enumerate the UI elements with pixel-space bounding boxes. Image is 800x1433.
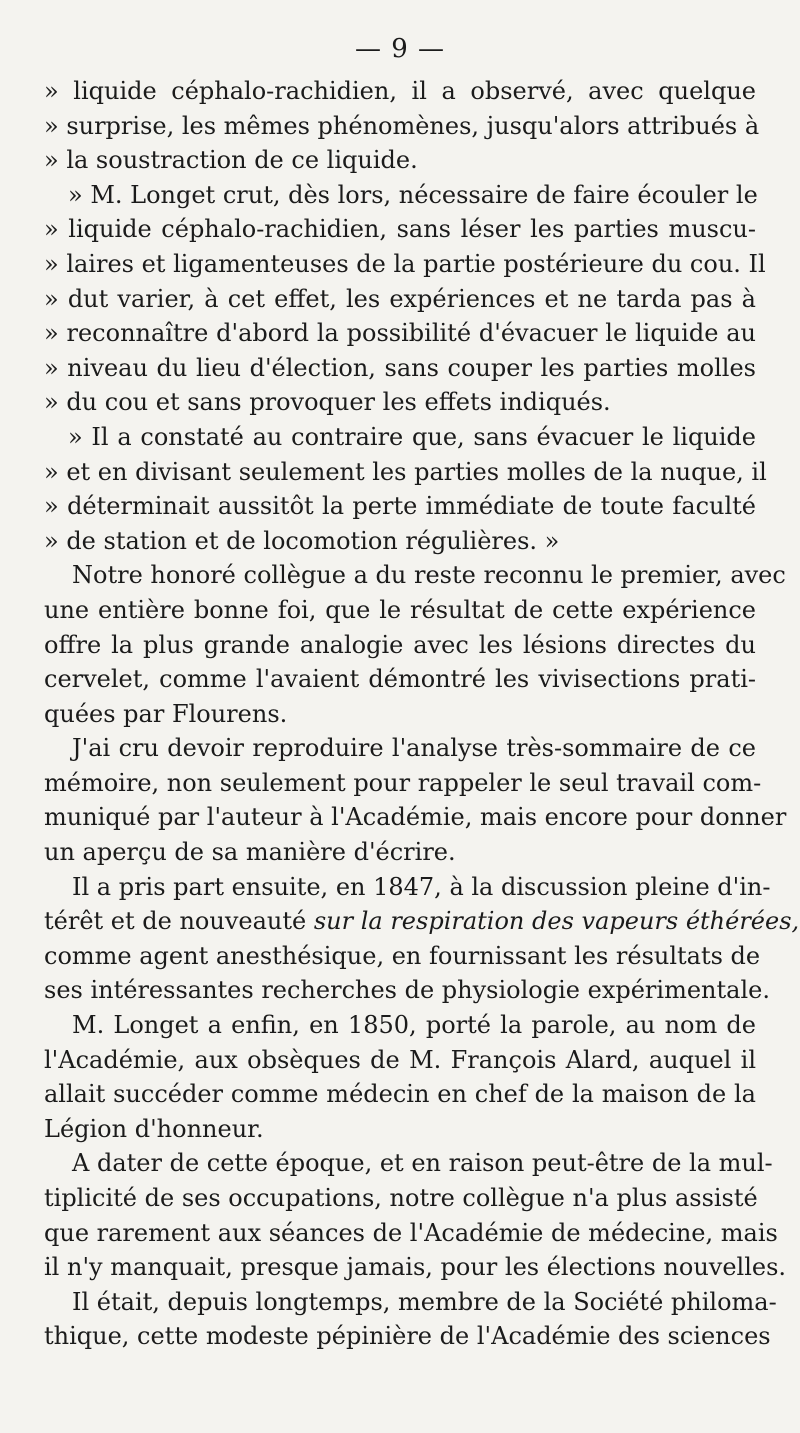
text-line: Légion d'honneur. xyxy=(44,1114,264,1143)
quote-il-a-constate xyxy=(44,420,767,558)
text-line: allait succéder comme médecin en chef de la maison de la xyxy=(44,1080,756,1109)
text-line: que rarement aux séances de l'Académie de médecine, mais xyxy=(44,1218,778,1247)
text-segment: térêt et de nouveauté xyxy=(44,907,314,936)
text-line: Notre honoré collègue a du reste reconnu le premier, avec xyxy=(72,561,786,590)
para-il-etait xyxy=(44,1285,777,1354)
text-line: comme agent anesthésique, en fournissant les résultats de xyxy=(44,941,761,970)
text-line: mémoire, non seulement pour rappeler le seul travail com- xyxy=(44,768,762,797)
italic-title: sur la respiration des vapeurs éthérées, xyxy=(313,907,800,936)
text-line: » niveau du lieu d'élection, sans couper les parties molles xyxy=(44,353,756,382)
text-line: cervelet, comme l'avaient démontré les vivisections prati- xyxy=(44,665,756,694)
text-line: » déterminait aussitôt la perte immédiate de toute faculté xyxy=(44,492,756,521)
text-line: » surprise, les mêmes phénomènes, jusqu'alors attribués à xyxy=(44,111,760,140)
text-line: offre la plus grande analogie avec les lésions directes du xyxy=(44,630,756,659)
text-line: M. Longet a enfin, en 1850, porté la parole, au nom de xyxy=(72,1011,756,1040)
text-line: quées par Flourens. xyxy=(44,699,288,728)
para-longet-enfin xyxy=(44,1008,756,1146)
text-line: tiplicité de ses occupations, notre collègue n'a plus assisté xyxy=(44,1184,758,1212)
text-line-mixed xyxy=(44,904,800,939)
text-line: » Il a constaté au contraire que, sans évacuer le liquide xyxy=(68,422,756,451)
text-line: » et en divisant seulement les parties molles de la nuque, il xyxy=(44,457,767,486)
para-jai-cru xyxy=(44,731,787,869)
quote-longet-crut xyxy=(44,178,766,420)
text-line: J'ai cru devoir reproduire l'analyse très-sommaire de ce xyxy=(72,734,756,763)
text-line: » liquide céphalo-rachidien, il a observé, avec quelque xyxy=(44,77,756,105)
page-number: — 9 — xyxy=(354,34,446,64)
text-line: » du cou et sans provoquer les effets indiqués. xyxy=(44,388,611,417)
text-line: » la soustraction de ce liquide. xyxy=(44,146,418,175)
text-line: un aperçu de sa manière d'écrire. xyxy=(44,838,456,867)
text-line: ses intéressantes recherches de physiologie expérimentale. xyxy=(44,976,770,1005)
para-notre-honore xyxy=(44,558,786,731)
text-line: » reconnaître d'abord la possibilité d'évacuer le liquide au xyxy=(44,319,756,348)
text-line: Il était, depuis longtemps, membre de la Société philoma- xyxy=(72,1287,777,1316)
text-line: thique, cette modeste pépinière de l'Académie des sciences xyxy=(44,1322,771,1351)
text-line: » M. Longet crut, dès lors, nécessaire de faire écouler le xyxy=(68,180,758,209)
text-line: une entière bonne foi, que le résultat de cette expérience xyxy=(44,595,756,624)
quote-continuation xyxy=(44,74,760,178)
text-line: » dut varier, à cet effet, les expériences et ne tarda pas à xyxy=(44,284,756,313)
text-line: » de station et de locomotion régulières. » xyxy=(44,526,560,555)
text-line: » liquide céphalo-rachidien, sans léser les parties muscu- xyxy=(44,215,756,244)
text-line: » laires et ligamenteuses de la partie postérieure du cou. Il xyxy=(44,249,766,278)
text-line: A dater de cette époque, et en raison peut-être de la mul- xyxy=(72,1149,773,1178)
text-line: il n'y manquait, presque jamais, pour les élections nouvelles. xyxy=(44,1253,787,1282)
text-line: muniqué par l'auteur à l'Académie, mais encore pour donner xyxy=(44,803,787,832)
para-il-a-pris-part xyxy=(44,870,800,1008)
text-line: l'Académie, aux obsèques de M. François Alard, auquel il xyxy=(44,1045,756,1074)
text-line: Il a pris part ensuite, en 1847, à la discussion pleine d'in- xyxy=(72,872,771,901)
para-a-dater xyxy=(44,1146,787,1284)
